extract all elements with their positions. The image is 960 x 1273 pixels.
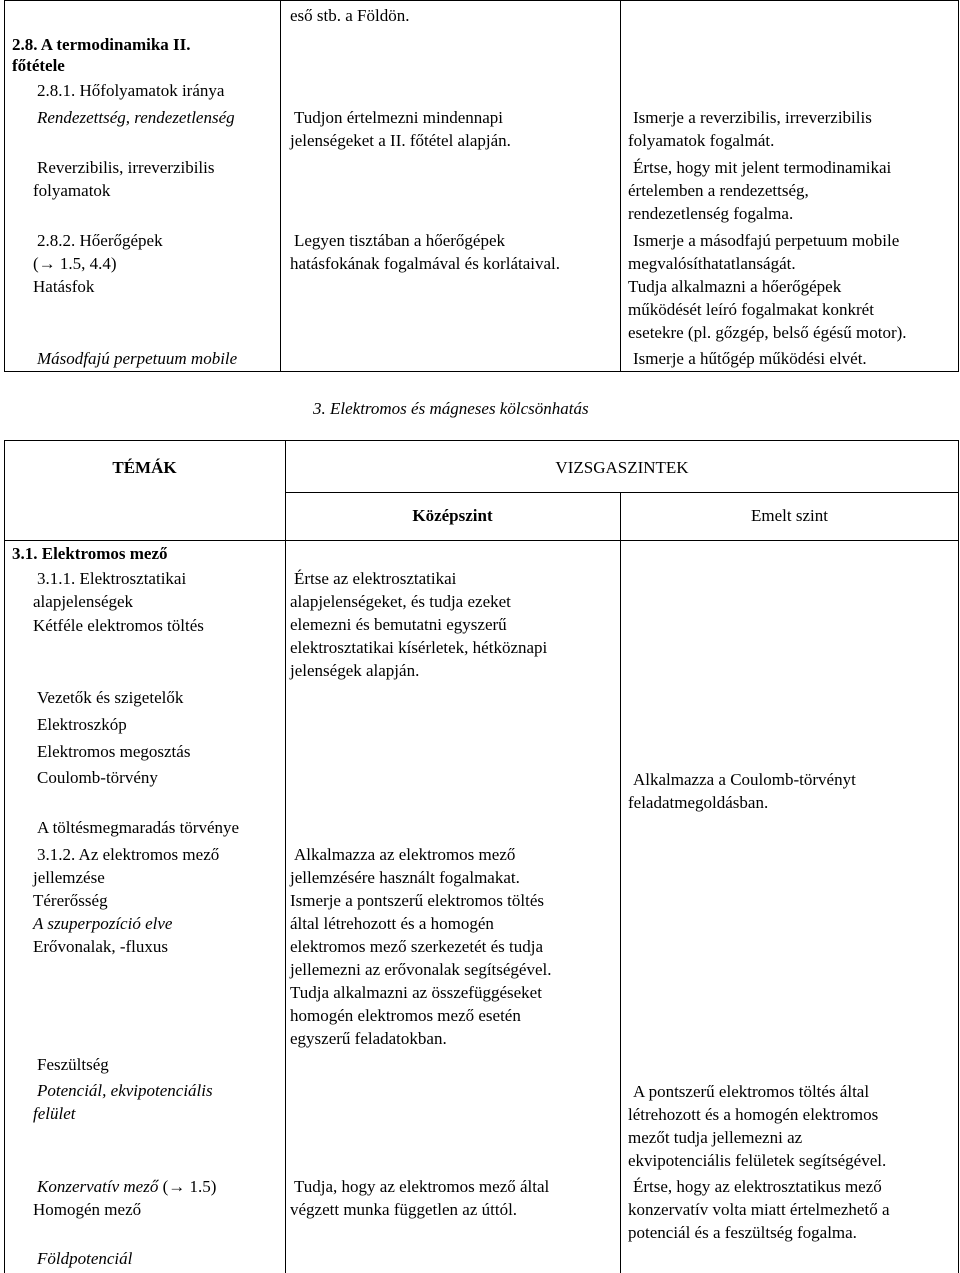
subsection-title: 3.1.1. Elektrosztatikai bbox=[37, 569, 187, 588]
topic-item: Potenciál, ekvipotenciális bbox=[37, 1081, 213, 1100]
table-top-border bbox=[4, 0, 959, 1]
topic-item: felület bbox=[33, 1104, 76, 1123]
topic-item: Homogén mező bbox=[33, 1200, 142, 1219]
mid-level-text: alapjelenségeket, és tudja ezeket bbox=[290, 592, 511, 611]
topic-item: Erővonalak, -fluxus bbox=[33, 937, 169, 956]
mid-level-text: Legyen tisztában a hőerőgépek bbox=[294, 231, 505, 250]
mid-level-text: Ismerje a pontszerű elektromos töltés bbox=[290, 891, 544, 910]
adv-level-text: Ismerje a hűtőgép működési elvét. bbox=[633, 349, 867, 368]
mid-level-text: jelenségeket a II. főtétel alapján. bbox=[290, 131, 511, 150]
topic-item: Hatásfok bbox=[33, 277, 95, 296]
topic-item: Térerősség bbox=[33, 891, 108, 910]
topic-item: A szuperpozíció elve bbox=[33, 914, 173, 933]
mid-level-text: elemezni és bemutatni egyszerű bbox=[290, 615, 507, 634]
topic-item: Reverzibilis, irreverzibilis bbox=[37, 158, 215, 177]
text-continuation: eső stb. a Földön. bbox=[290, 6, 410, 25]
adv-level-text: Alkalmazza a Coulomb-törvényt bbox=[633, 770, 856, 789]
adv-level-text: Értse, hogy az elektrosztatikus mező bbox=[633, 1177, 882, 1196]
topic-item: Kétféle elektromos töltés bbox=[33, 616, 204, 635]
cross-reference: (→ 1.5) bbox=[162, 1177, 217, 1196]
adv-level-text: potenciál és a feszültség fogalma. bbox=[628, 1223, 857, 1242]
topic-item bbox=[37, 1175, 216, 1198]
adv-level-text: értelemben a rendezettség, bbox=[628, 181, 809, 200]
topic-item: Feszültség bbox=[37, 1055, 109, 1074]
table-left-border bbox=[4, 0, 5, 372]
table-left-border bbox=[4, 440, 5, 1273]
header-topics: TÉMÁK bbox=[112, 458, 177, 477]
column-divider bbox=[620, 0, 621, 372]
table-right-border bbox=[958, 440, 959, 1273]
header-divider bbox=[285, 492, 959, 493]
mid-level-text: Alkalmazza az elektromos mező bbox=[294, 845, 516, 864]
topic-item-text: Konzervatív mező bbox=[37, 1177, 159, 1196]
topic-item: Földpotenciál bbox=[37, 1249, 133, 1268]
adv-level-text: A pontszerű elektromos töltés által bbox=[633, 1082, 870, 1101]
mid-level-text: homogén elektromos mező esetén bbox=[290, 1006, 521, 1025]
table-right-border bbox=[958, 0, 959, 372]
mid-level-text: egyszerű feladatokban. bbox=[290, 1029, 447, 1048]
adv-level-text: megvalósíthatatlanságát. bbox=[628, 254, 796, 273]
mid-level-text: által létrehozott és a homogén bbox=[290, 914, 494, 933]
subsection-title: alapjelenségek bbox=[33, 592, 134, 611]
header-mid-level: Középszint bbox=[412, 506, 493, 525]
adv-level-text: Ismerje a másodfajú perpetuum mobile bbox=[633, 231, 900, 250]
topic-item: Coulomb-törvény bbox=[37, 768, 158, 787]
adv-level-text: konzervatív volta miatt értelmezhető a bbox=[628, 1200, 890, 1219]
topic-item: Elektroszkóp bbox=[37, 715, 127, 734]
adv-level-text: Tudja alkalmazni a hőerőgépek bbox=[628, 277, 842, 296]
section-title: 2.8. A termodinamika II. bbox=[12, 35, 191, 54]
topic-item: A töltésmegmaradás törvénye bbox=[37, 818, 240, 837]
adv-level-text: létrehozott és a homogén elektromos bbox=[628, 1105, 879, 1124]
mid-level-text: Értse az elektrosztatikai bbox=[294, 569, 457, 588]
mid-level-text: hatásfokának fogalmával és korlátaival. bbox=[290, 254, 560, 273]
section-title: főtétele bbox=[12, 56, 65, 75]
subsection-title: 3.1.2. Az elektromos mező bbox=[37, 845, 220, 864]
adv-level-text: mezőt tudja jellemezni az bbox=[628, 1128, 803, 1147]
subsection-title: 2.8.1. Hőfolyamatok iránya bbox=[37, 81, 225, 100]
mid-level-text: Tudja alkalmazni az összefüggéseket bbox=[290, 983, 542, 1002]
topic-item: Vezetők és szigetelők bbox=[37, 688, 184, 707]
adv-level-text: Ismerje a reverzibilis, irreverzibilis bbox=[633, 108, 872, 127]
adv-level-text: esetekre (pl. gőzgép, belső égésű motor). bbox=[628, 323, 907, 342]
topic-item: Másodfajú perpetuum mobile bbox=[37, 349, 238, 368]
mid-level-text: Tudja, hogy az elektromos mező által bbox=[294, 1177, 550, 1196]
mid-level-text: Tudjon értelmezni mindennapi bbox=[294, 108, 504, 127]
adv-level-text: Értse, hogy mit jelent termodinamikai bbox=[633, 158, 892, 177]
adv-level-text: feladatmegoldásban. bbox=[628, 793, 769, 812]
mid-level-text: elektromos mező szerkezetét és tudja bbox=[290, 937, 543, 956]
topic-item: Elektromos megosztás bbox=[37, 742, 191, 761]
adv-level-text: ekvipotenciális felületek segítségével. bbox=[628, 1151, 887, 1170]
column-divider bbox=[620, 492, 621, 1273]
header-advanced-level: Emelt szint bbox=[751, 506, 828, 525]
mid-level-text: jelenségek alapján. bbox=[290, 661, 420, 680]
header-bottom-border bbox=[4, 540, 959, 541]
section-title: 3.1. Elektromos mező bbox=[12, 544, 168, 563]
header-exam-levels: VIZSGASZINTEK bbox=[555, 458, 689, 477]
mid-level-text: jellemzésére használt fogalmakat. bbox=[290, 868, 520, 887]
topic-item: folyamatok bbox=[33, 181, 111, 200]
mid-level-text: jellemezni az erővonalak segítségével. bbox=[290, 960, 552, 979]
adv-level-text: működését leíró fogalmakat konkrét bbox=[628, 300, 874, 319]
cross-reference: (→ 1.5, 4.4) bbox=[33, 254, 117, 273]
table-top-border bbox=[4, 440, 959, 441]
mid-level-text: elektrosztatikai kísérletek, hétköznapi bbox=[290, 638, 548, 657]
adv-level-text: folyamatok fogalmát. bbox=[628, 131, 775, 150]
adv-level-text: rendezetlenség fogalma. bbox=[628, 204, 794, 223]
topic-item: Rendezettség, rendezetlenség bbox=[37, 108, 235, 127]
subsection-title: jellemzése bbox=[33, 868, 105, 887]
column-divider bbox=[285, 440, 286, 1273]
subsection-title: 2.8.2. Hőerőgépek bbox=[37, 231, 163, 250]
column-divider bbox=[280, 0, 281, 372]
table-bottom-border bbox=[4, 371, 959, 372]
mid-level-text: végzett munka független az úttól. bbox=[290, 1200, 518, 1219]
section-heading: 3. Elektromos és mágneses kölcsönhatás bbox=[313, 399, 589, 418]
